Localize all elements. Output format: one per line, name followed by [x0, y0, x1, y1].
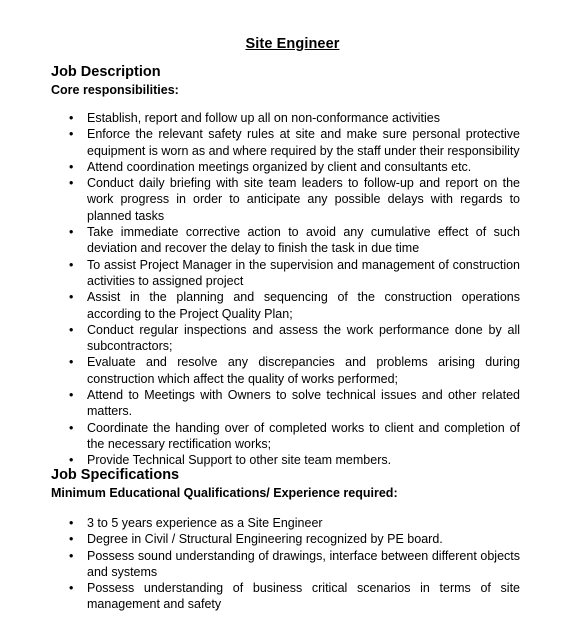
list-item: • 3 to 5 years experience as a Site Engineer: [51, 515, 520, 531]
list-item: • Attend to Meetings with Owners to solve technical issues and other related matters.: [51, 387, 520, 420]
list-item: • To assist Project Manager in the supervision and management of construction activities to assigned project: [51, 257, 520, 290]
list-item: • Conduct daily briefing with site team leaders to follow-up and report on the work progress in order to anticipate any possible delays with regards to planned tasks: [51, 175, 520, 224]
responsibilities-list: [51, 110, 520, 469]
list-item: • Provide Technical Support to other site team members.: [51, 452, 520, 468]
job-specifications-heading: Job Specifications: [51, 467, 180, 483]
list-item: • Possess understanding of business critical scenarios in terms of site management and safety: [51, 580, 520, 613]
list-item: • Take immediate corrective action to avoid any cumulative effect of such deviation and recover the delay to finish the task in due time: [51, 224, 520, 257]
list-item: • Degree in Civil / Structural Engineering recognized by PE board.: [51, 531, 520, 547]
list-item: • Establish, report and follow up all on non-conformance activities: [51, 110, 520, 126]
document-title: Site Engineer: [245, 36, 340, 52]
list-item: • Evaluate and resolve any discrepancies and problems arising during construction which affect the quality of works performed;: [51, 354, 520, 387]
list-item: • Assist in the planning and sequencing of the construction operations according to the Project Quality Plan;: [51, 289, 520, 322]
list-item: • Enforce the relevant safety rules at site and make sure personal protective equipment is worn as and where required by the staff under their responsibility: [51, 126, 520, 159]
list-item: • Attend coordination meetings organized by client and consultants etc.: [51, 159, 520, 175]
list-item: • Coordinate the handing over of completed works to client and completion of the necessary rectification works;: [51, 420, 520, 453]
job-description-heading: Job Description: [51, 64, 161, 80]
list-item: • Possess sound understanding of drawings, interface between different objects and systems: [51, 548, 520, 581]
list-item: • Conduct regular inspections and assess the work performance done by all subcontractors;: [51, 322, 520, 355]
core-responsibilities-subheading: Core responsibilities:: [51, 83, 179, 97]
qualifications-subheading: Minimum Educational Qualifications/ Experience required:: [51, 486, 398, 500]
specifications-list: [51, 515, 520, 613]
